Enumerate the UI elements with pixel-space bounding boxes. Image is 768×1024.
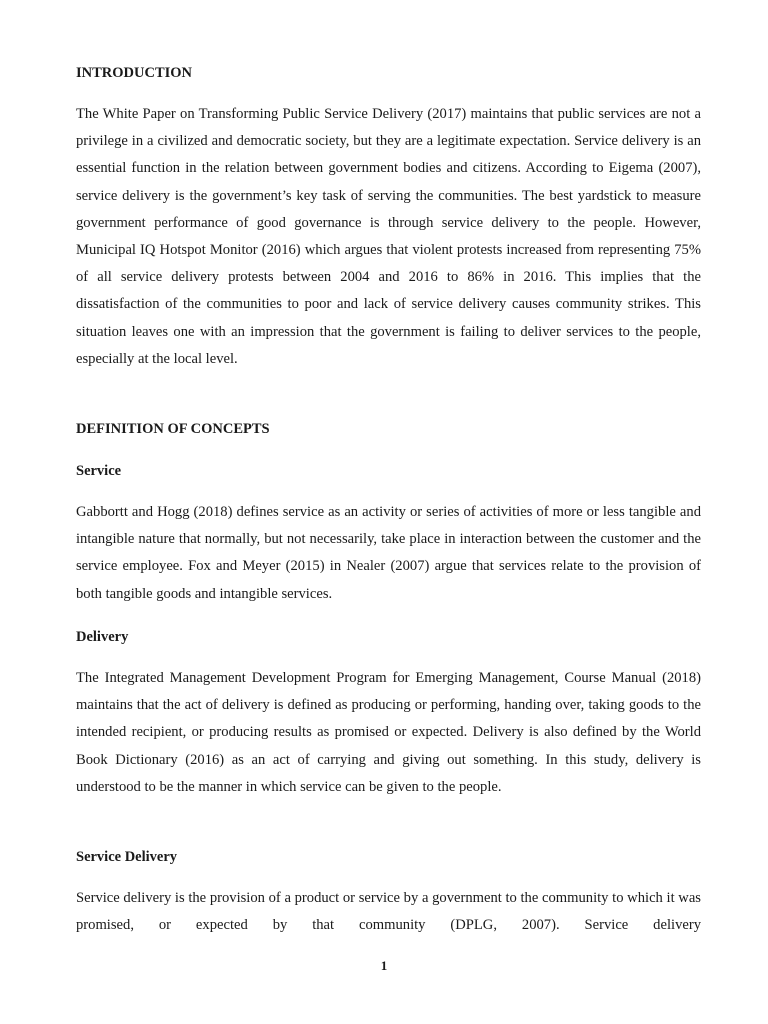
page-number: 1 [380,958,388,973]
paragraph-service: Gabbortt and Hogg (2018) defines service as an activity or series of activities of more or less tangible and intangible nature that normally, but not necessarily, take place in interaction between the customer and the service employee. Fox and Meyer (2015) in Nealer (2007) argue that services relate to the provision of both tangible goods and intangible services. [76,504,701,602]
paragraph-introduction: The White Paper on Transforming Public Service Delivery (2017) maintains that public services are not a privilege in a civilized and democratic society, but they are a legitimate expectation. Service delivery is an essential function in the relation between government bodies and citizens. According to Eigema (2007), service delivery is the government’s key task of serving the communities. The best yardstick to measure government performance of good governance is through service delivery to the people. However, Municipal IQ Hotspot Monitor (2016) which argues that violent protests increased from representing 75% of all service delivery protests between 2004 and 2016 to 86% in 2016. This implies that the dissatisfaction of the communities to poor and lack of service delivery causes community strikes. This situation leaves one with an impression that the government is failing to deliver services to the people, especially at the local level. [76,106,701,367]
heading-definition-of-concepts: DEFINITION OF CONCEPTS [76,421,270,437]
heading-service: Service [76,463,122,479]
heading-delivery: Delivery [76,629,129,645]
heading-introduction: INTRODUCTION [76,65,193,81]
paragraph-service-delivery: Service delivery is the provision of a product or service by a government to the community to which it was promised, or expected by that community (DPLG, 2007). Service delivery [76,890,701,934]
paragraph-delivery: The Integrated Management Development Program for Emerging Management, Course Manual (2018) maintains that the act of delivery is defined as producing or performing, handing over, taking goods to the intended recipient, or producing results as promised or expected. Delivery is also defined by the World Book Dictionary (2016) as an act of carrying and giving out something. In this study, delivery is understood to be the manner in which service can be given to the people. [76,670,701,795]
heading-service-delivery: Service Delivery [76,849,178,865]
